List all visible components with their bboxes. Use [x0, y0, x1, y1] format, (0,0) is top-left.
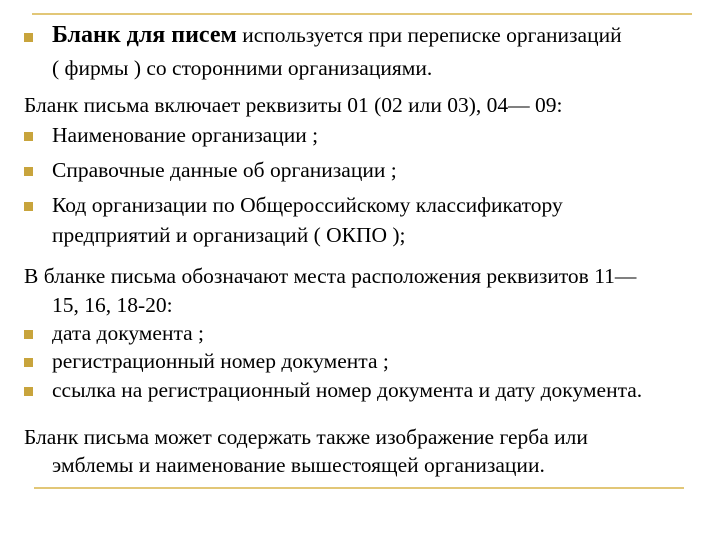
- section2-heading-line2: 15, 16, 18-20:: [52, 293, 173, 317]
- intro-title-continuation: ( фирмы ) со сторонними организациями.: [52, 56, 433, 80]
- bullet-icon: [24, 202, 33, 211]
- bottom-rule: [34, 487, 684, 489]
- section1-item-3: Код организации по Общероссийскому классификатору: [52, 193, 563, 217]
- section1-item-1: Наименование организации ;: [52, 123, 319, 147]
- bullet-icon: [24, 387, 33, 396]
- section2-item-1: дата документа ;: [52, 321, 205, 345]
- section3-line1: Бланк письма может содержать также изображение герба или: [24, 425, 588, 449]
- bullet-icon: [24, 132, 33, 141]
- bullet-icon: [24, 358, 33, 367]
- top-rule: [32, 13, 692, 15]
- section1-heading: Бланк письма включает реквизиты 01 (02 или 03), 04— 09:: [24, 93, 563, 117]
- bullet-icon: [24, 330, 33, 339]
- intro-title-rest: используется при переписке организаций: [236, 23, 622, 47]
- section2-item-2: регистрационный номер документа ;: [52, 349, 389, 373]
- bullet-icon: [24, 167, 33, 176]
- section3-line2: эмблемы и наименование вышестоящей организации.: [52, 453, 545, 477]
- intro-title-line: [52, 22, 622, 48]
- intro-title-bold: Бланк для писем: [52, 22, 237, 48]
- section2-item-3: ссылка на регистрационный номер документа и дату документа.: [52, 378, 643, 402]
- bullet-icon: [24, 33, 33, 42]
- section2-heading-line1: В бланке письма обозначают места расположения реквизитов 11—: [24, 264, 637, 288]
- section1-item-3-cont: предприятий и организаций ( ОКПО );: [52, 223, 406, 247]
- section1-item-2: Справочные данные об организации ;: [52, 158, 397, 182]
